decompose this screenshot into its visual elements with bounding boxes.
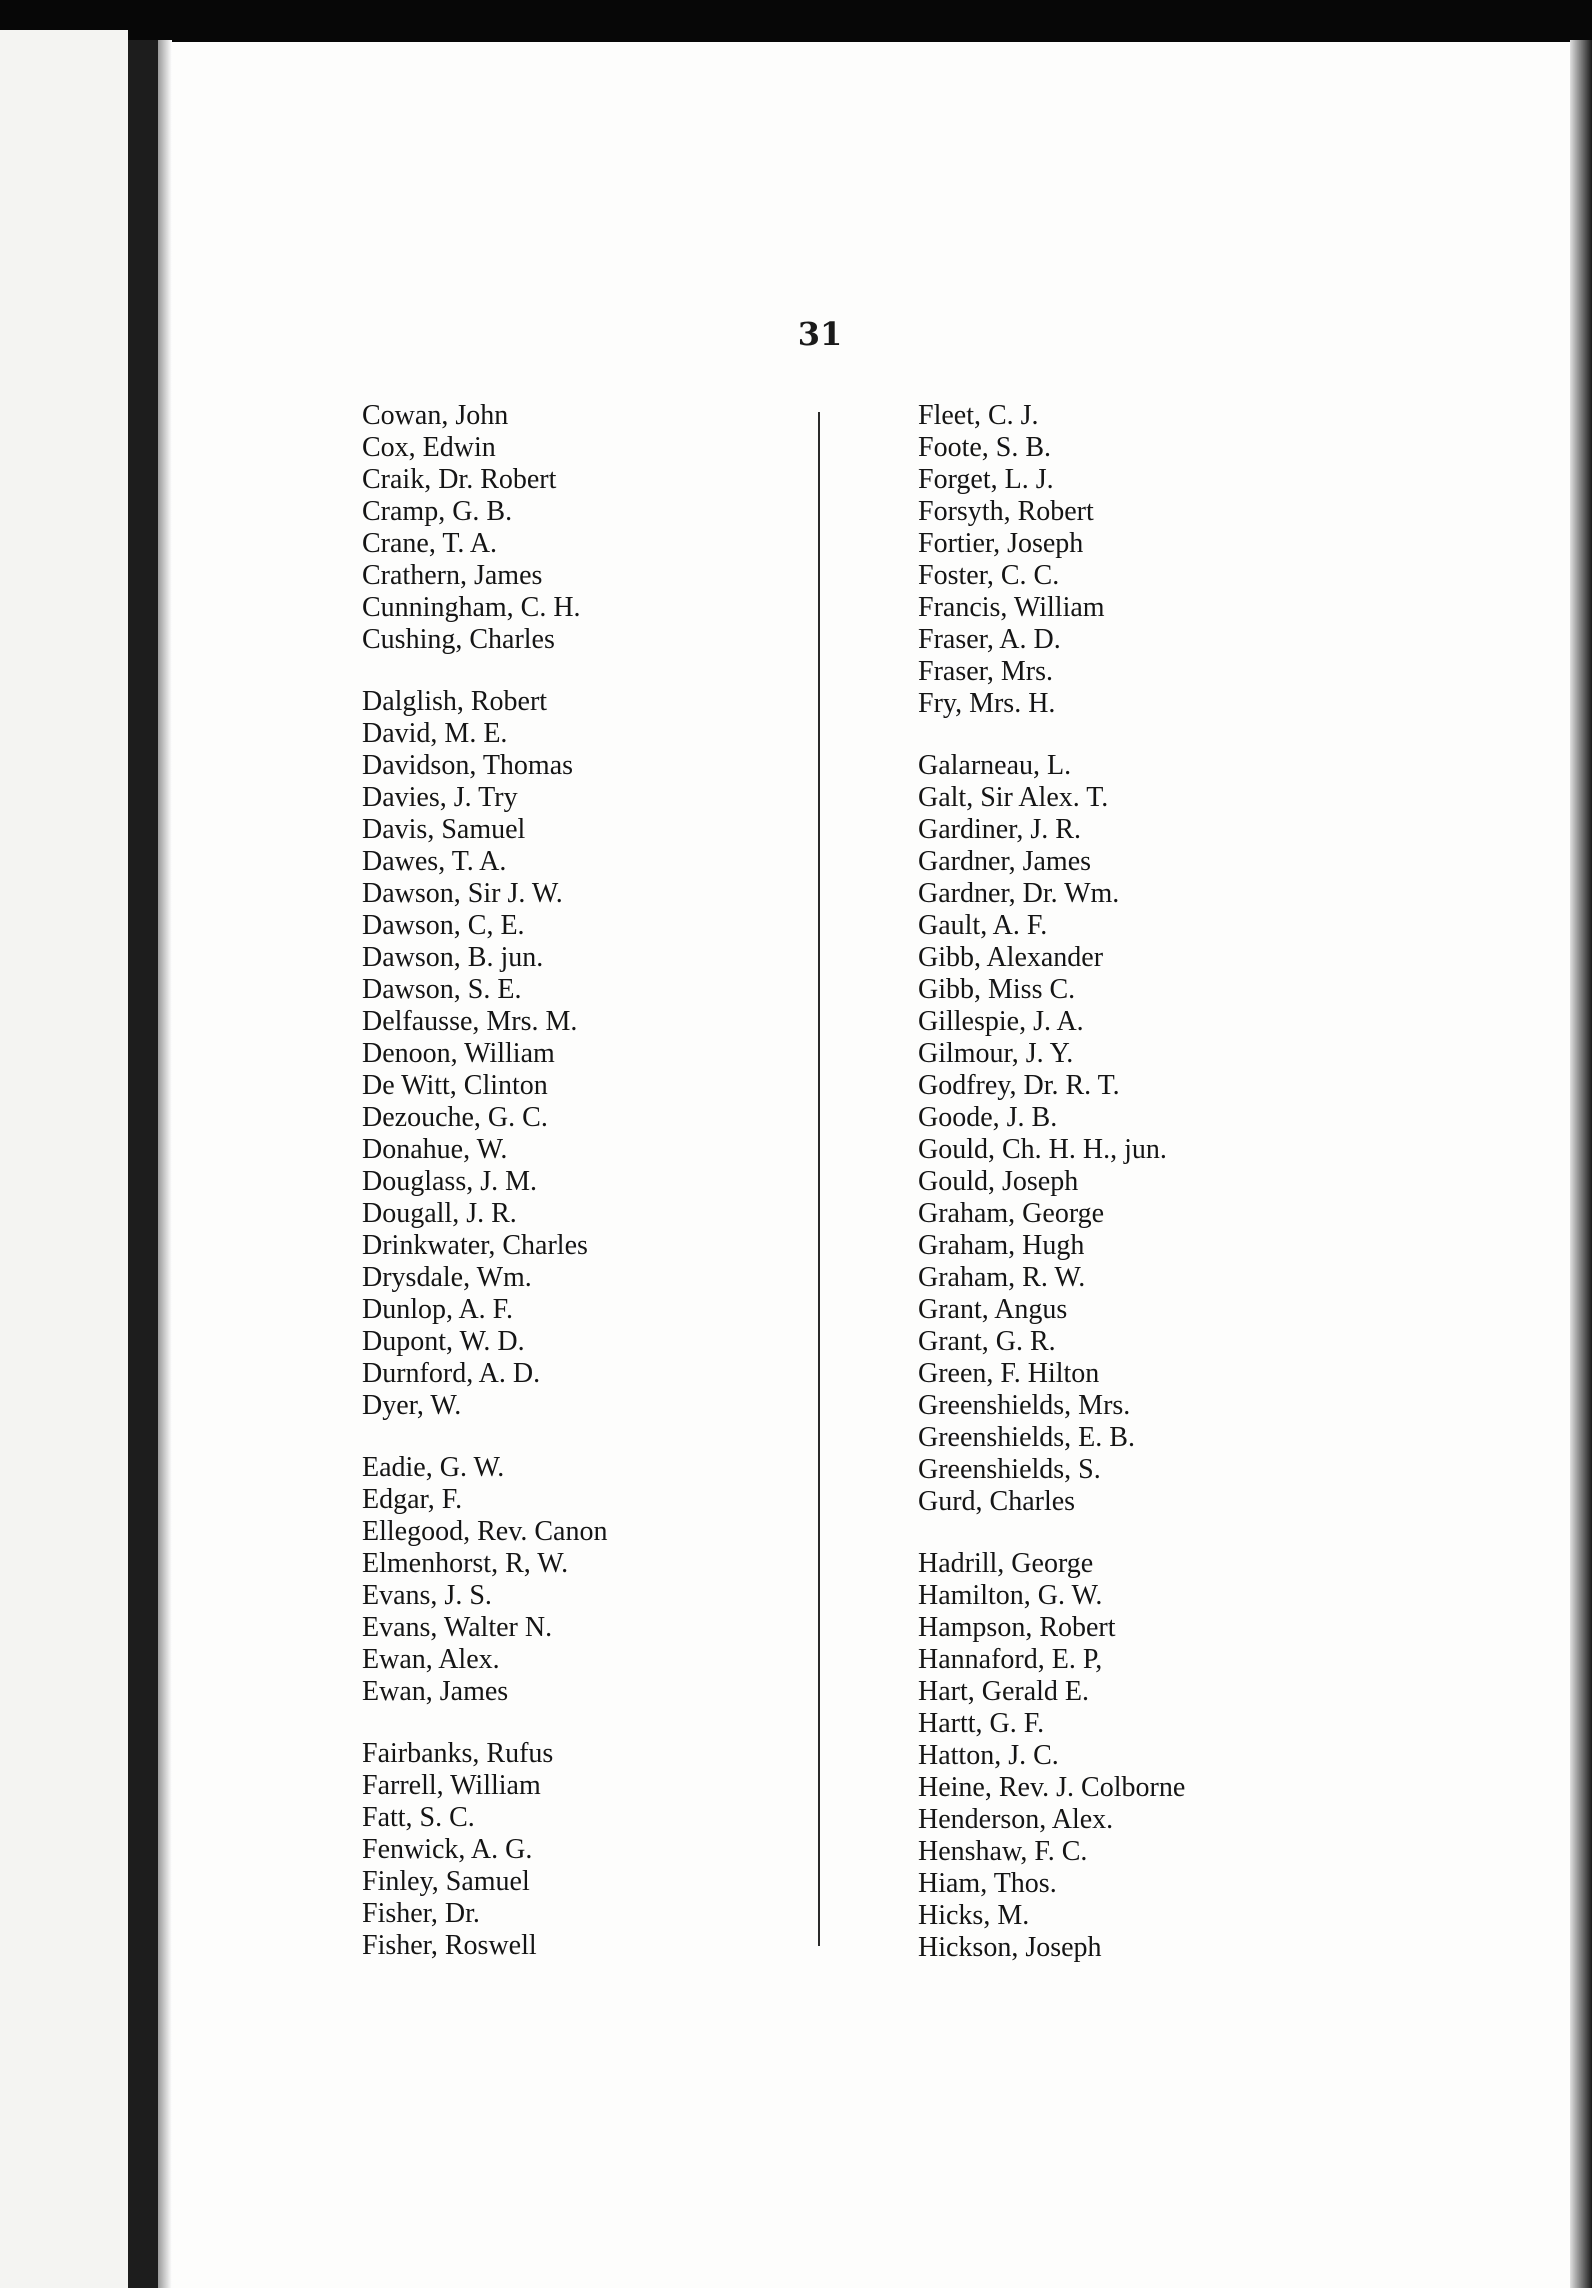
name-entry: Hiam, Thos.	[918, 1868, 1057, 1899]
name-entry: Ewan, Alex.	[362, 1644, 500, 1675]
name-entry: Gault, A. F.	[918, 910, 1048, 941]
name-entry: Dougall, J. R.	[362, 1198, 517, 1229]
name-entry: Douglass, J. M.	[362, 1166, 538, 1197]
name-group	[918, 400, 1185, 720]
name-entry: Francis, William	[918, 592, 1105, 623]
name-entry: Grant, Angus	[918, 1294, 1068, 1325]
facing-page-edge	[0, 30, 128, 2288]
name-entry: Fraser, A. D.	[918, 624, 1061, 655]
name-entry: Ellegood, Rev. Canon	[362, 1516, 608, 1547]
name-group	[362, 1738, 607, 1962]
name-entry: Hannaford, E. P,	[918, 1644, 1103, 1675]
name-entry: Dyer, W.	[362, 1390, 462, 1421]
name-entry: Dalglish, Robert	[362, 686, 548, 717]
name-entry: Graham, George	[918, 1198, 1105, 1229]
name-entry: Henshaw, F. C.	[918, 1836, 1088, 1867]
book-gutter	[128, 40, 158, 2288]
name-entry: Gillespie, J. A.	[918, 1006, 1084, 1037]
name-entry: Gilmour, J. Y.	[918, 1038, 1074, 1069]
name-entry: Cowan, John	[362, 400, 509, 431]
name-entry: Gardiner, J. R.	[918, 814, 1081, 845]
name-entry: Godfrey, Dr. R. T.	[918, 1070, 1120, 1101]
name-entry: Dawson, Sir J. W.	[362, 878, 563, 909]
name-entry: Heine, Rev. J. Colborne	[918, 1772, 1186, 1803]
name-entry: Crane, T. A.	[362, 528, 498, 559]
name-entry: Elmenhorst, R, W.	[362, 1548, 569, 1579]
name-entry: Gardner, Dr. Wm.	[918, 878, 1120, 909]
name-entry: Edgar, F.	[362, 1484, 463, 1515]
scan-right-edge	[1570, 40, 1592, 2288]
name-entry: Delfausse, Mrs. M.	[362, 1006, 578, 1037]
name-entry: Eadie, G. W.	[362, 1452, 505, 1483]
name-entry: Ewan, James	[362, 1676, 509, 1707]
name-entry: Dezouche, G. C.	[362, 1102, 548, 1133]
name-entry: Drinkwater, Charles	[362, 1230, 588, 1261]
name-entry: Dawes, T. A.	[362, 846, 507, 877]
name-entry: Denoon, William	[362, 1038, 555, 1069]
column-divider	[818, 412, 820, 1946]
name-entry: Cunningham, C. H.	[362, 592, 581, 623]
name-entry: Greenshields, E. B.	[918, 1422, 1135, 1453]
name-entry: Greenshields, S.	[918, 1454, 1101, 1485]
name-entry: Graham, Hugh	[918, 1230, 1085, 1261]
name-entry: Gould, Joseph	[918, 1166, 1079, 1197]
name-group	[362, 400, 607, 656]
name-entry: Finley, Samuel	[362, 1866, 530, 1897]
name-entry: Hart, Gerald E.	[918, 1676, 1090, 1707]
name-entry: Graham, R. W.	[918, 1262, 1086, 1293]
name-column-left	[362, 400, 607, 1992]
name-entry: Evans, Walter N.	[362, 1612, 553, 1643]
name-entry: Greenshields, Mrs.	[918, 1390, 1131, 1421]
name-entry: Dawson, B. jun.	[362, 942, 544, 973]
name-column-right	[918, 400, 1185, 1994]
name-entry: Gibb, Alexander	[918, 942, 1104, 973]
name-entry: Fairbanks, Rufus	[362, 1738, 554, 1769]
name-entry: Dunlop, A. F.	[362, 1294, 514, 1325]
name-entry: Fisher, Roswell	[362, 1930, 537, 1961]
name-entry: Cox, Edwin	[362, 432, 496, 463]
name-group	[918, 750, 1185, 1518]
name-entry: Hickson, Joseph	[918, 1932, 1102, 1963]
name-entry: Gardner, James	[918, 846, 1092, 877]
name-entry: Hamilton, G. W.	[918, 1580, 1103, 1611]
name-entry: Hampson, Robert	[918, 1612, 1116, 1643]
name-entry: Cushing, Charles	[362, 624, 555, 655]
name-entry: Grant, G. R.	[918, 1326, 1056, 1357]
name-entry: Crathern, James	[362, 560, 543, 591]
gutter-shadow	[158, 40, 172, 2288]
name-entry: Gibb, Miss C.	[918, 974, 1076, 1005]
page-number: 31	[797, 315, 843, 353]
name-entry: Davies, J. Try	[362, 782, 518, 813]
name-entry: Fatt, S. C.	[362, 1802, 475, 1833]
name-entry: Forget, L. J.	[918, 464, 1054, 495]
name-entry: Gould, Ch. H. H., jun.	[918, 1134, 1167, 1165]
name-entry: Dawson, C, E.	[362, 910, 525, 941]
name-group	[362, 1452, 607, 1708]
name-group	[362, 686, 607, 1422]
name-entry: Fisher, Dr.	[362, 1898, 480, 1929]
name-entry: Fenwick, A. G.	[362, 1834, 533, 1865]
name-entry: Hatton, J. C.	[918, 1740, 1059, 1771]
name-entry: Craik, Dr. Robert	[362, 464, 557, 495]
name-group	[918, 1548, 1185, 1964]
name-entry: Farrell, William	[362, 1770, 541, 1801]
name-entry: Davis, Samuel	[362, 814, 526, 845]
name-entry: Foster, C. C.	[918, 560, 1060, 591]
name-entry: Cramp, G. B.	[362, 496, 513, 527]
name-entry: Goode, J. B.	[918, 1102, 1058, 1133]
name-entry: Evans, J. S.	[362, 1580, 492, 1611]
name-entry: Galt, Sir Alex. T.	[918, 782, 1109, 813]
name-entry: Fry, Mrs. H.	[918, 688, 1056, 719]
name-entry: Green, F. Hilton	[918, 1358, 1100, 1389]
name-entry: Durnford, A. D.	[362, 1358, 541, 1389]
name-entry: Dawson, S. E.	[362, 974, 522, 1005]
name-entry: Hicks, M.	[918, 1900, 1030, 1931]
name-entry: De Witt, Clinton	[362, 1070, 548, 1101]
name-entry: Galarneau, L.	[918, 750, 1072, 781]
name-entry: Foote, S. B.	[918, 432, 1052, 463]
name-entry: Hartt, G. F.	[918, 1708, 1045, 1739]
name-entry: Fortier, Joseph	[918, 528, 1084, 559]
name-entry: Dupont, W. D.	[362, 1326, 525, 1357]
name-entry: Fraser, Mrs.	[918, 656, 1053, 687]
name-entry: Davidson, Thomas	[362, 750, 574, 781]
name-entry: David, M. E.	[362, 718, 508, 749]
name-entry: Fleet, C. J.	[918, 400, 1039, 431]
name-entry: Drysdale, Wm.	[362, 1262, 532, 1293]
name-entry: Donahue, W.	[362, 1134, 508, 1165]
name-entry: Gurd, Charles	[918, 1486, 1076, 1517]
name-entry: Hadrill, George	[918, 1548, 1094, 1579]
name-entry: Forsyth, Robert	[918, 496, 1094, 527]
name-entry: Henderson, Alex.	[918, 1804, 1114, 1835]
scan-top-border	[0, 0, 1592, 42]
